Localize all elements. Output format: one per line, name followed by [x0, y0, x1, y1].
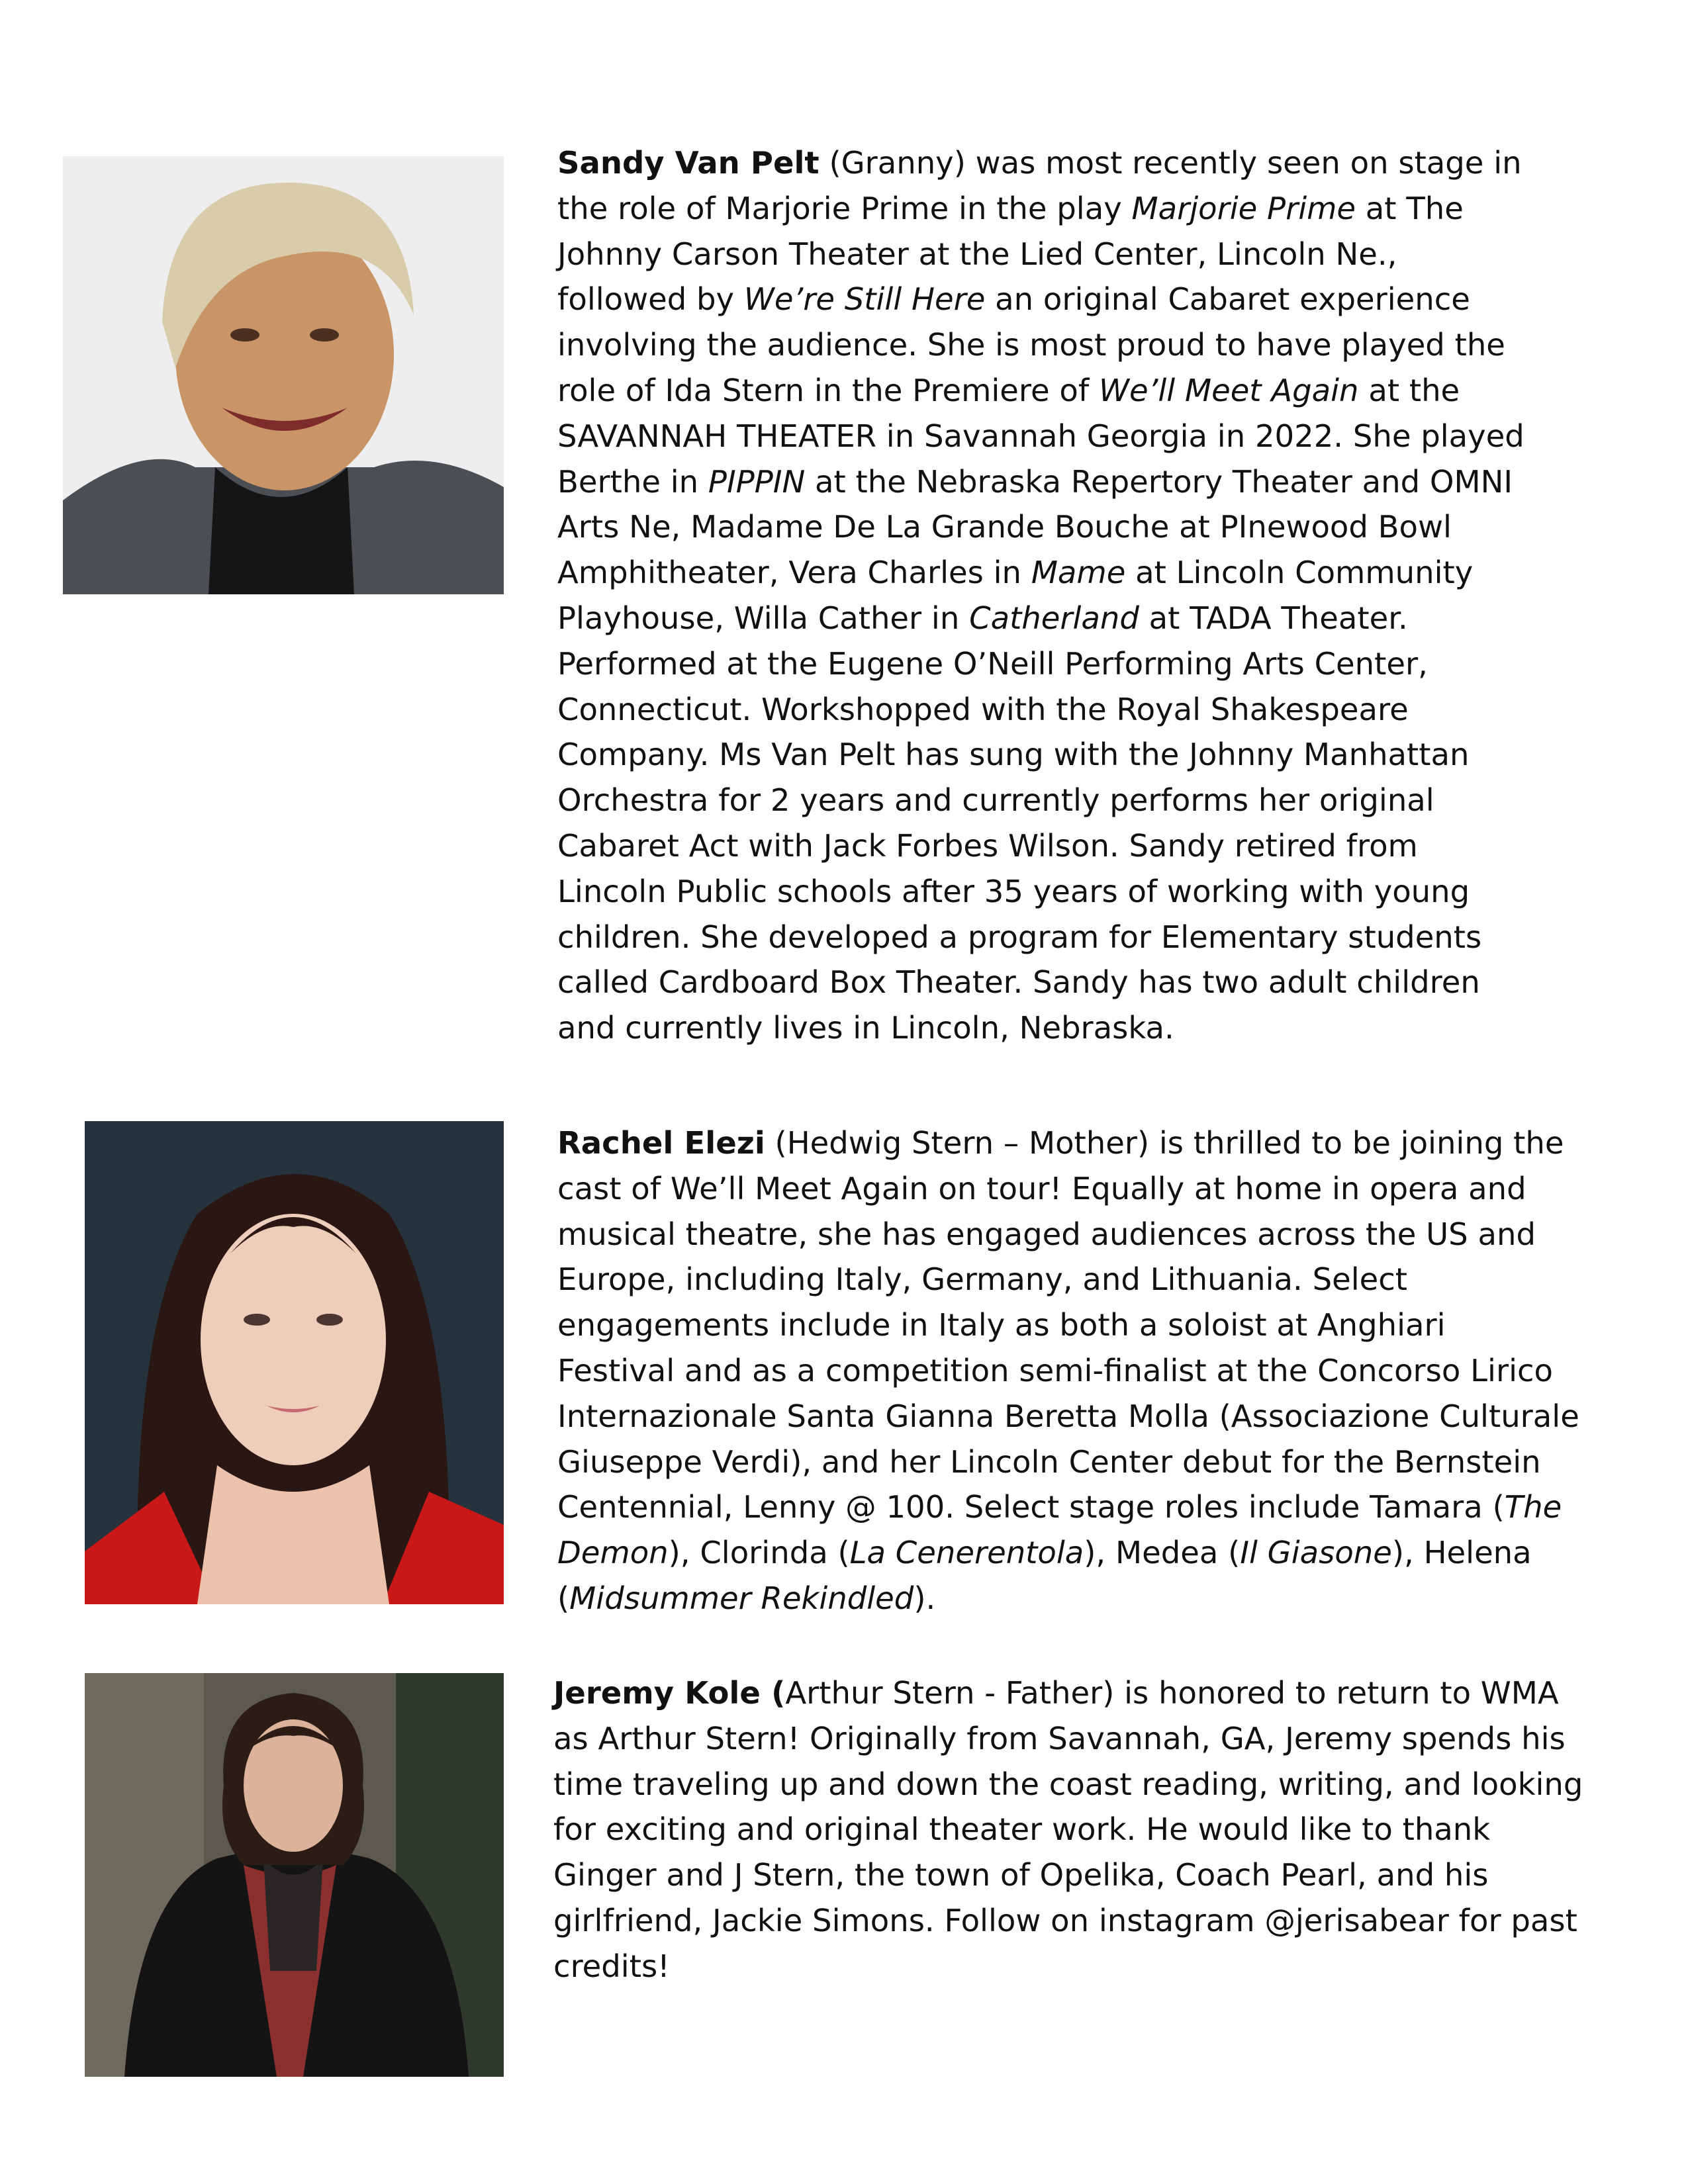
bio-line [557, 1439, 1617, 1485]
bio-text: followed by [557, 281, 744, 318]
bio-text: cast of We’ll Meet Again on tour! Equally at home in opera and [557, 1170, 1526, 1206]
bio-text: Cabaret Act with Jack Forbes Wilson. Sandy retired from [557, 827, 1418, 864]
bio-text: (Granny) was most recently seen on stage in [819, 145, 1522, 181]
bio-text: the role of Marjorie Prime in the play [557, 190, 1132, 226]
bio-line [557, 1166, 1617, 1212]
bio-text: Johnny Carson Theater at the Lied Center, Lincoln Ne., [557, 236, 1397, 272]
bio-line [557, 504, 1617, 550]
bio-line [557, 1484, 1617, 1530]
bio-text: an original Cabaret experience [985, 281, 1470, 318]
bio-line [557, 277, 1617, 322]
bio-text: Berthe in [557, 463, 708, 500]
bio-text: at the [1358, 372, 1460, 408]
bio-line [557, 1212, 1617, 1257]
bio-text: engagements include in Italy as both a soloist at Anghiari [557, 1307, 1446, 1343]
bio-text: at Lincoln Community [1125, 555, 1474, 591]
bio-line [557, 1257, 1617, 1302]
show-title: Catherland [969, 600, 1139, 636]
bio-text: ), Clorinda ( [668, 1535, 850, 1571]
bio-line [553, 1944, 1613, 1989]
bio-text: called Cardboard Box Theater. Sandy has two adult children [557, 964, 1480, 1001]
bio-line [553, 1807, 1613, 1852]
bio-line [557, 1394, 1617, 1439]
bio-text: for exciting and original theater work. He would like to thank [553, 1811, 1491, 1848]
bio-text: role of Ida Stern in the Premiere of [557, 372, 1099, 408]
bio-line [553, 1716, 1613, 1762]
bio-line [557, 732, 1617, 778]
bio-text: Arts Ne, Madame De La Grande Bouche at PInewood Bowl [557, 509, 1452, 545]
bio-line [557, 322, 1617, 368]
bio-line [557, 140, 1617, 186]
bio-text: Festival and as a competition semi-finalist at the Concorso Lirico [557, 1352, 1554, 1388]
bio-text: at TADA Theater. [1139, 600, 1408, 636]
headshot-rachel-elezi [85, 1121, 504, 1604]
bio-text: Giuseppe Verdi), and her Lincoln Center debut for the Bernstein [557, 1443, 1541, 1480]
show-title: We’re Still Here [743, 281, 986, 318]
bio-text: credits! [553, 1948, 670, 1984]
bio-line [553, 1762, 1613, 1807]
bio-line [557, 232, 1617, 277]
bio-text: as Arthur Stern! Originally from Savannah, GA, Jeremy spends his [553, 1720, 1566, 1756]
bio-line [557, 1005, 1617, 1051]
bio-text: SAVANNAH THEATER in Savannah Georgia in 2022. She played [557, 418, 1524, 454]
show-title: We’ll Meet Again [1098, 372, 1359, 408]
bio-text: involving the audience. She is most proud to have played the [557, 327, 1505, 363]
bio-jeremy-kole [553, 1670, 1613, 1989]
performer-name: Jeremy Kole ( [553, 1675, 786, 1711]
show-title: The [1504, 1489, 1562, 1525]
headshot-jeremy-kole [85, 1673, 504, 2077]
bio-text: Connecticut. Workshopped with the Royal Shakespeare [557, 691, 1409, 727]
bio-line [557, 823, 1617, 869]
bio-line [557, 915, 1617, 960]
show-title: Il Giasone [1240, 1535, 1392, 1571]
bio-line [557, 869, 1617, 915]
bio-text: (Hedwig Stern – Mother) is thrilled to be joining the [765, 1125, 1564, 1161]
bio-text: Performed at the Eugene O’Neill Performing Arts Center, [557, 645, 1428, 682]
bio-line [557, 641, 1617, 687]
headshot-sandy-van-pelt [63, 156, 504, 594]
bio-line [557, 778, 1617, 823]
bio-text: Arthur Stern - Father) is honored to return to WMA [785, 1675, 1559, 1711]
performer-name: Sandy Van Pelt [557, 145, 820, 181]
show-title: Demon [557, 1535, 669, 1571]
bio-line [557, 459, 1617, 505]
bio-line [557, 687, 1617, 733]
bio-rachel-elezi [557, 1120, 1617, 1621]
bio-text: ), Medea ( [1084, 1535, 1241, 1571]
show-title: Mame [1031, 555, 1126, 591]
bio-text: girlfriend, Jackie Simons. Follow on instagram @jerisabear for past [553, 1902, 1577, 1938]
bio-line [557, 550, 1617, 596]
bio-text: ), Helena [1391, 1535, 1532, 1571]
bio-line [557, 1530, 1617, 1576]
bio-text: at the Nebraska Repertory Theater and OMNI [805, 463, 1513, 500]
bio-line [553, 1852, 1613, 1898]
bio-line [557, 1302, 1617, 1348]
bio-line [557, 596, 1617, 641]
bio-text: time traveling up and down the coast reading, writing, and looking [553, 1766, 1583, 1802]
bio-text: ( [557, 1580, 570, 1616]
bio-line [557, 960, 1617, 1005]
show-title: La Cenerentola [849, 1535, 1084, 1571]
bio-text: Playhouse, Willa Cather in [557, 600, 970, 636]
bio-line [557, 186, 1617, 232]
bio-text: ). [914, 1580, 936, 1616]
bio-text: Company. Ms Van Pelt has sung with the Johnny Manhattan [557, 737, 1470, 773]
bio-text: Internazionale Santa Gianna Beretta Molla (Associazione Culturale [557, 1398, 1579, 1434]
bio-text: Lincoln Public schools after 35 years of working with young [557, 873, 1470, 909]
bio-line [553, 1898, 1613, 1944]
bio-text: Orchestra for 2 years and currently performs her original [557, 782, 1434, 819]
bio-line [557, 1120, 1617, 1166]
bio-line [557, 1348, 1617, 1394]
bio-text: Ginger and J Stern, the town of Opelika, Coach Pearl, and his [553, 1857, 1489, 1893]
bio-text: Europe, including Italy, Germany, and Lithuania. Select [557, 1261, 1408, 1298]
bio-line [557, 414, 1617, 459]
bio-line [553, 1670, 1613, 1716]
performer-name: Rachel Elezi [557, 1125, 765, 1161]
bio-sandy-van-pelt [557, 140, 1617, 1051]
bio-text: and currently lives in Lincoln, Nebraska. [557, 1010, 1174, 1046]
bio-text: musical theatre, she has engaged audiences across the US and [557, 1216, 1536, 1252]
bio-text: at The [1356, 190, 1464, 226]
show-title: Marjorie Prime [1131, 190, 1356, 226]
show-title: Midsummer Rekindled [569, 1580, 914, 1616]
bio-line [557, 1576, 1617, 1621]
show-title: PIPPIN [708, 463, 806, 500]
bio-line [557, 368, 1617, 414]
bio-text: children. She developed a program for Elementary students [557, 919, 1482, 955]
bio-text: Amphitheater, Vera Charles in [557, 555, 1031, 591]
bio-text: Centennial, Lenny @ 100. Select stage roles include Tamara ( [557, 1489, 1505, 1525]
